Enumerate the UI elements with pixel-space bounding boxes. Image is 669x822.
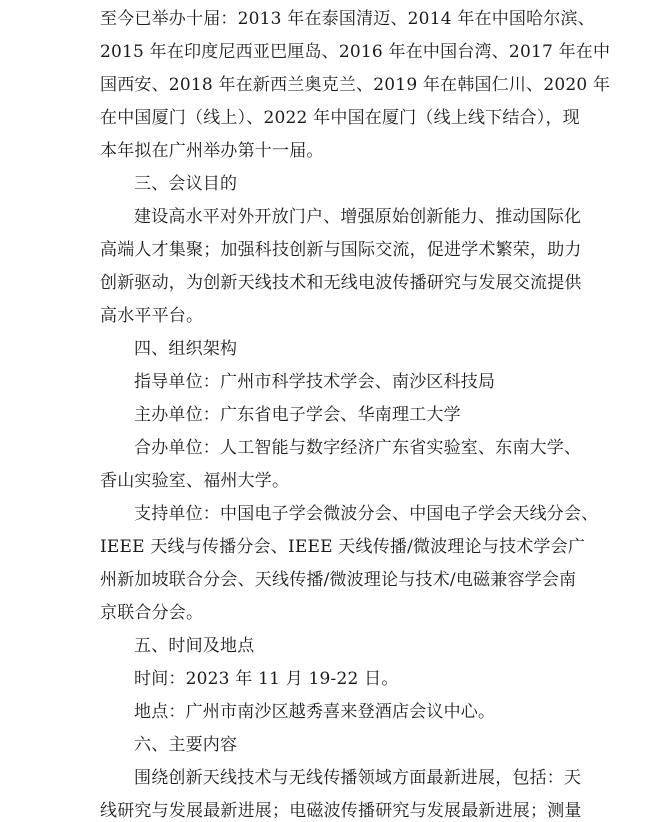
text-line: 高端人才集聚；加强科技创新与国际交流，促进学术繁荣，助力 — [100, 240, 582, 260]
text-line: 在中国厦门（线上）、2022 年中国在厦门（线上线下结合），现 — [100, 108, 580, 128]
text-line: 国西安、2018 年在新西兰奥克兰、2019 年在韩国仁川、2020 年 — [100, 75, 611, 95]
text-line: 高水平平台。 — [100, 306, 204, 326]
text-line: 时间：2023 年 11 月 19-22 日。 — [134, 669, 399, 689]
text-line: 围绕创新天线技术与无线传播领域方面最新进展，包括：天 — [134, 768, 582, 788]
text-line: 主办单位：广东省电子学会、华南理工大学 — [134, 405, 461, 425]
text-line: 2015 年在印度尼西亚巴厘岛、2016 年在中国台湾、2017 年在中 — [100, 42, 611, 62]
text-line: 线研究与发展最新进展；电磁波传播研究与发展最新进展；测量 — [100, 801, 582, 821]
text-line: 香山实验室、福州大学。 — [100, 471, 290, 491]
text-line: 支持单位：中国电子学会微波分会、中国电子学会天线分会、 — [134, 504, 599, 524]
section-heading: 五、时间及地点 — [134, 636, 255, 656]
text-line: 指导单位：广州市科学技术学会、南沙区科技局 — [134, 372, 496, 392]
text-line: 京联合分会。 — [100, 603, 204, 623]
text-line: 本年拟在广州举办第十一届。 — [100, 141, 324, 161]
text-line: 创新驱动，为创新天线技术和无线电波传播研究与发展交流提供 — [100, 273, 582, 293]
section-heading: 三、会议目的 — [134, 174, 238, 194]
text-line: 地点：广州市南沙区越秀喜来登酒店会议中心。 — [134, 702, 496, 722]
text-line: 州新加坡联合分会、天线传播/微波理论与技术/电磁兼容学会南 — [100, 570, 577, 590]
section-heading: 六、主要内容 — [134, 735, 238, 755]
text-line: 合办单位：人工智能与数字经济广东省实验室、东南大学、 — [134, 438, 582, 458]
section-heading: 四、组织架构 — [134, 339, 238, 359]
text-line: 建设高水平对外开放门户、增强原始创新能力、推动国际化 — [134, 207, 582, 227]
text-line: 至今已举办十届：2013 年在泰国清迈、2014 年在中国哈尔滨、 — [100, 9, 595, 29]
text-line: IEEE 天线与传播分会、IEEE 天线传播/微波理论与技术学会广 — [100, 537, 586, 557]
